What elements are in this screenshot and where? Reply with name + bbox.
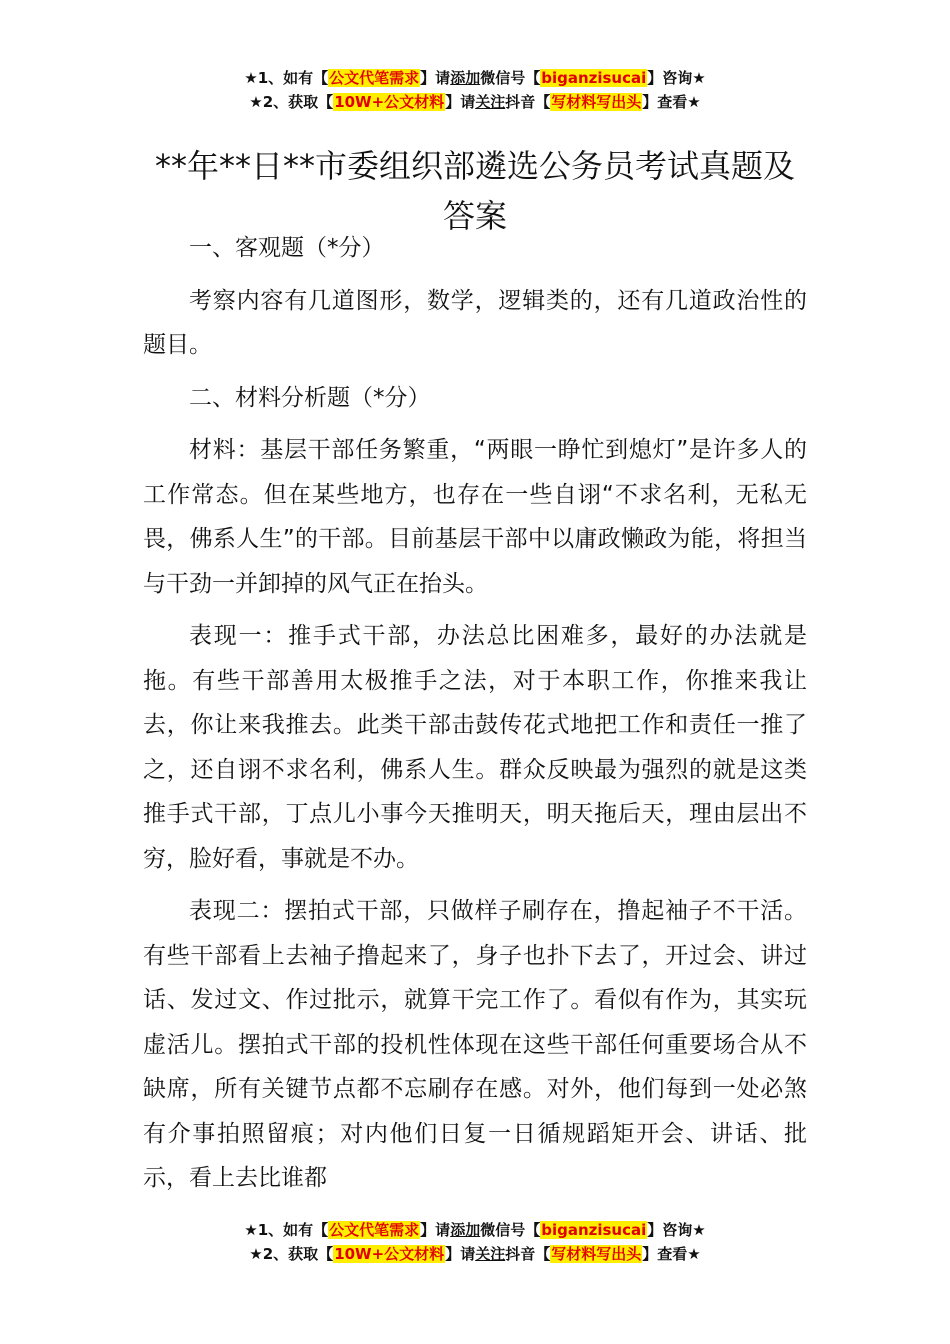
promo-highlight: 10W+公文材料 [334, 1245, 445, 1263]
promo-underlined: 添加 [450, 1221, 481, 1239]
promo-text: 微信号【 [480, 1221, 541, 1239]
promo-text: 】请 [420, 69, 451, 87]
document-body [143, 226, 807, 1209]
promo-underlined: 关注 [475, 93, 506, 111]
promo-text: 】请 [445, 1245, 476, 1263]
promo-text: 抖音【 [505, 1245, 551, 1263]
body-paragraph: 材料：基层干部任务繁重，“两眼一睁忙到熄灯”是许多人的工作常态。但在某些地方，也存在一些自诩“不求名利，无私无畏，佛系人生”的干部。目前基层干部中以庸政懒政为能，将担当与干劲一并卸掉的风气正在抬头。 [143, 437, 807, 597]
promo-text: 】请 [445, 93, 476, 111]
promo-highlight: 写材料写出头 [551, 93, 642, 111]
promo-text: ★1、如有【 [244, 69, 329, 87]
document-title: **年**日**市委组织部遴选公务员考试真题及答案 [154, 147, 795, 236]
footer-promo-banner [0, 1218, 950, 1266]
promo-highlight: biganzisucai [541, 1221, 647, 1239]
promo-text: 】咨询★ [647, 1221, 706, 1239]
body-paragraph: 表现二：摆拍式干部，只做样子刷存在，撸起袖子不干活。有些干部看上去袖子撸起来了，身子也扑下去了，开过会、讲过话、发过文、作过批示，就算干完工作了。看似有作为，其实玩虚活儿。摆拍式干部的投机性体现在这些干部任何重要场合从不缺席，所有关键节点都不忘刷存在感。对外，他们每到一处必煞有介事拍照留痕；对内他们日复一日循规蹈矩开会、讲话、批示，看上去比谁都 [143, 898, 807, 1191]
body-paragraph: 表现一：推手式干部，办法总比困难多，最好的办法就是拖。有些干部善用太极推手之法，对于本职工作，你推来我让去，你让来我推去。此类干部击鼓传花式地把工作和责任一推了之，还自诩不求名利，佛系人生。群众反映最为强烈的就是这类推手式干部，丁点儿小事今天推明天，明天拖后天，理由层出不穷，脸好看，事就是不办。 [143, 623, 807, 872]
header-promo-banner [0, 66, 950, 114]
promo-highlight: 公文代笔需求 [329, 69, 420, 87]
promo-highlight: 写材料写出头 [551, 1245, 642, 1263]
promo-text: ★2、获取【 [249, 1245, 334, 1263]
promo-text: ★1、如有【 [244, 1221, 329, 1239]
promo-text: 】查看★ [642, 1245, 701, 1263]
promo-text: ★2、获取【 [249, 93, 334, 111]
promo-underlined: 关注 [475, 1245, 506, 1263]
promo-highlight: 公文代笔需求 [329, 1221, 420, 1239]
promo-highlight: 10W+公文材料 [334, 93, 445, 111]
promo-text: 】咨询★ [647, 69, 706, 87]
promo-text: 】请 [420, 1221, 451, 1239]
promo-underlined: 添加 [450, 69, 481, 87]
promo-text: 抖音【 [505, 93, 551, 111]
promo-text: 】查看★ [642, 93, 701, 111]
promo-line-2 [0, 1242, 950, 1266]
promo-line-1 [0, 1218, 950, 1242]
promo-text: 微信号【 [480, 69, 541, 87]
promo-highlight: biganzisucai [541, 69, 647, 87]
section-heading-objective: 一、客观题（*分） [189, 235, 385, 261]
promo-line-2 [0, 90, 950, 114]
promo-line-1 [0, 66, 950, 90]
body-paragraph: 考察内容有几道图形，数学，逻辑类的，还有几道政治性的题目。 [143, 287, 807, 358]
section-heading-material: 二、材料分析题（*分） [189, 384, 431, 411]
